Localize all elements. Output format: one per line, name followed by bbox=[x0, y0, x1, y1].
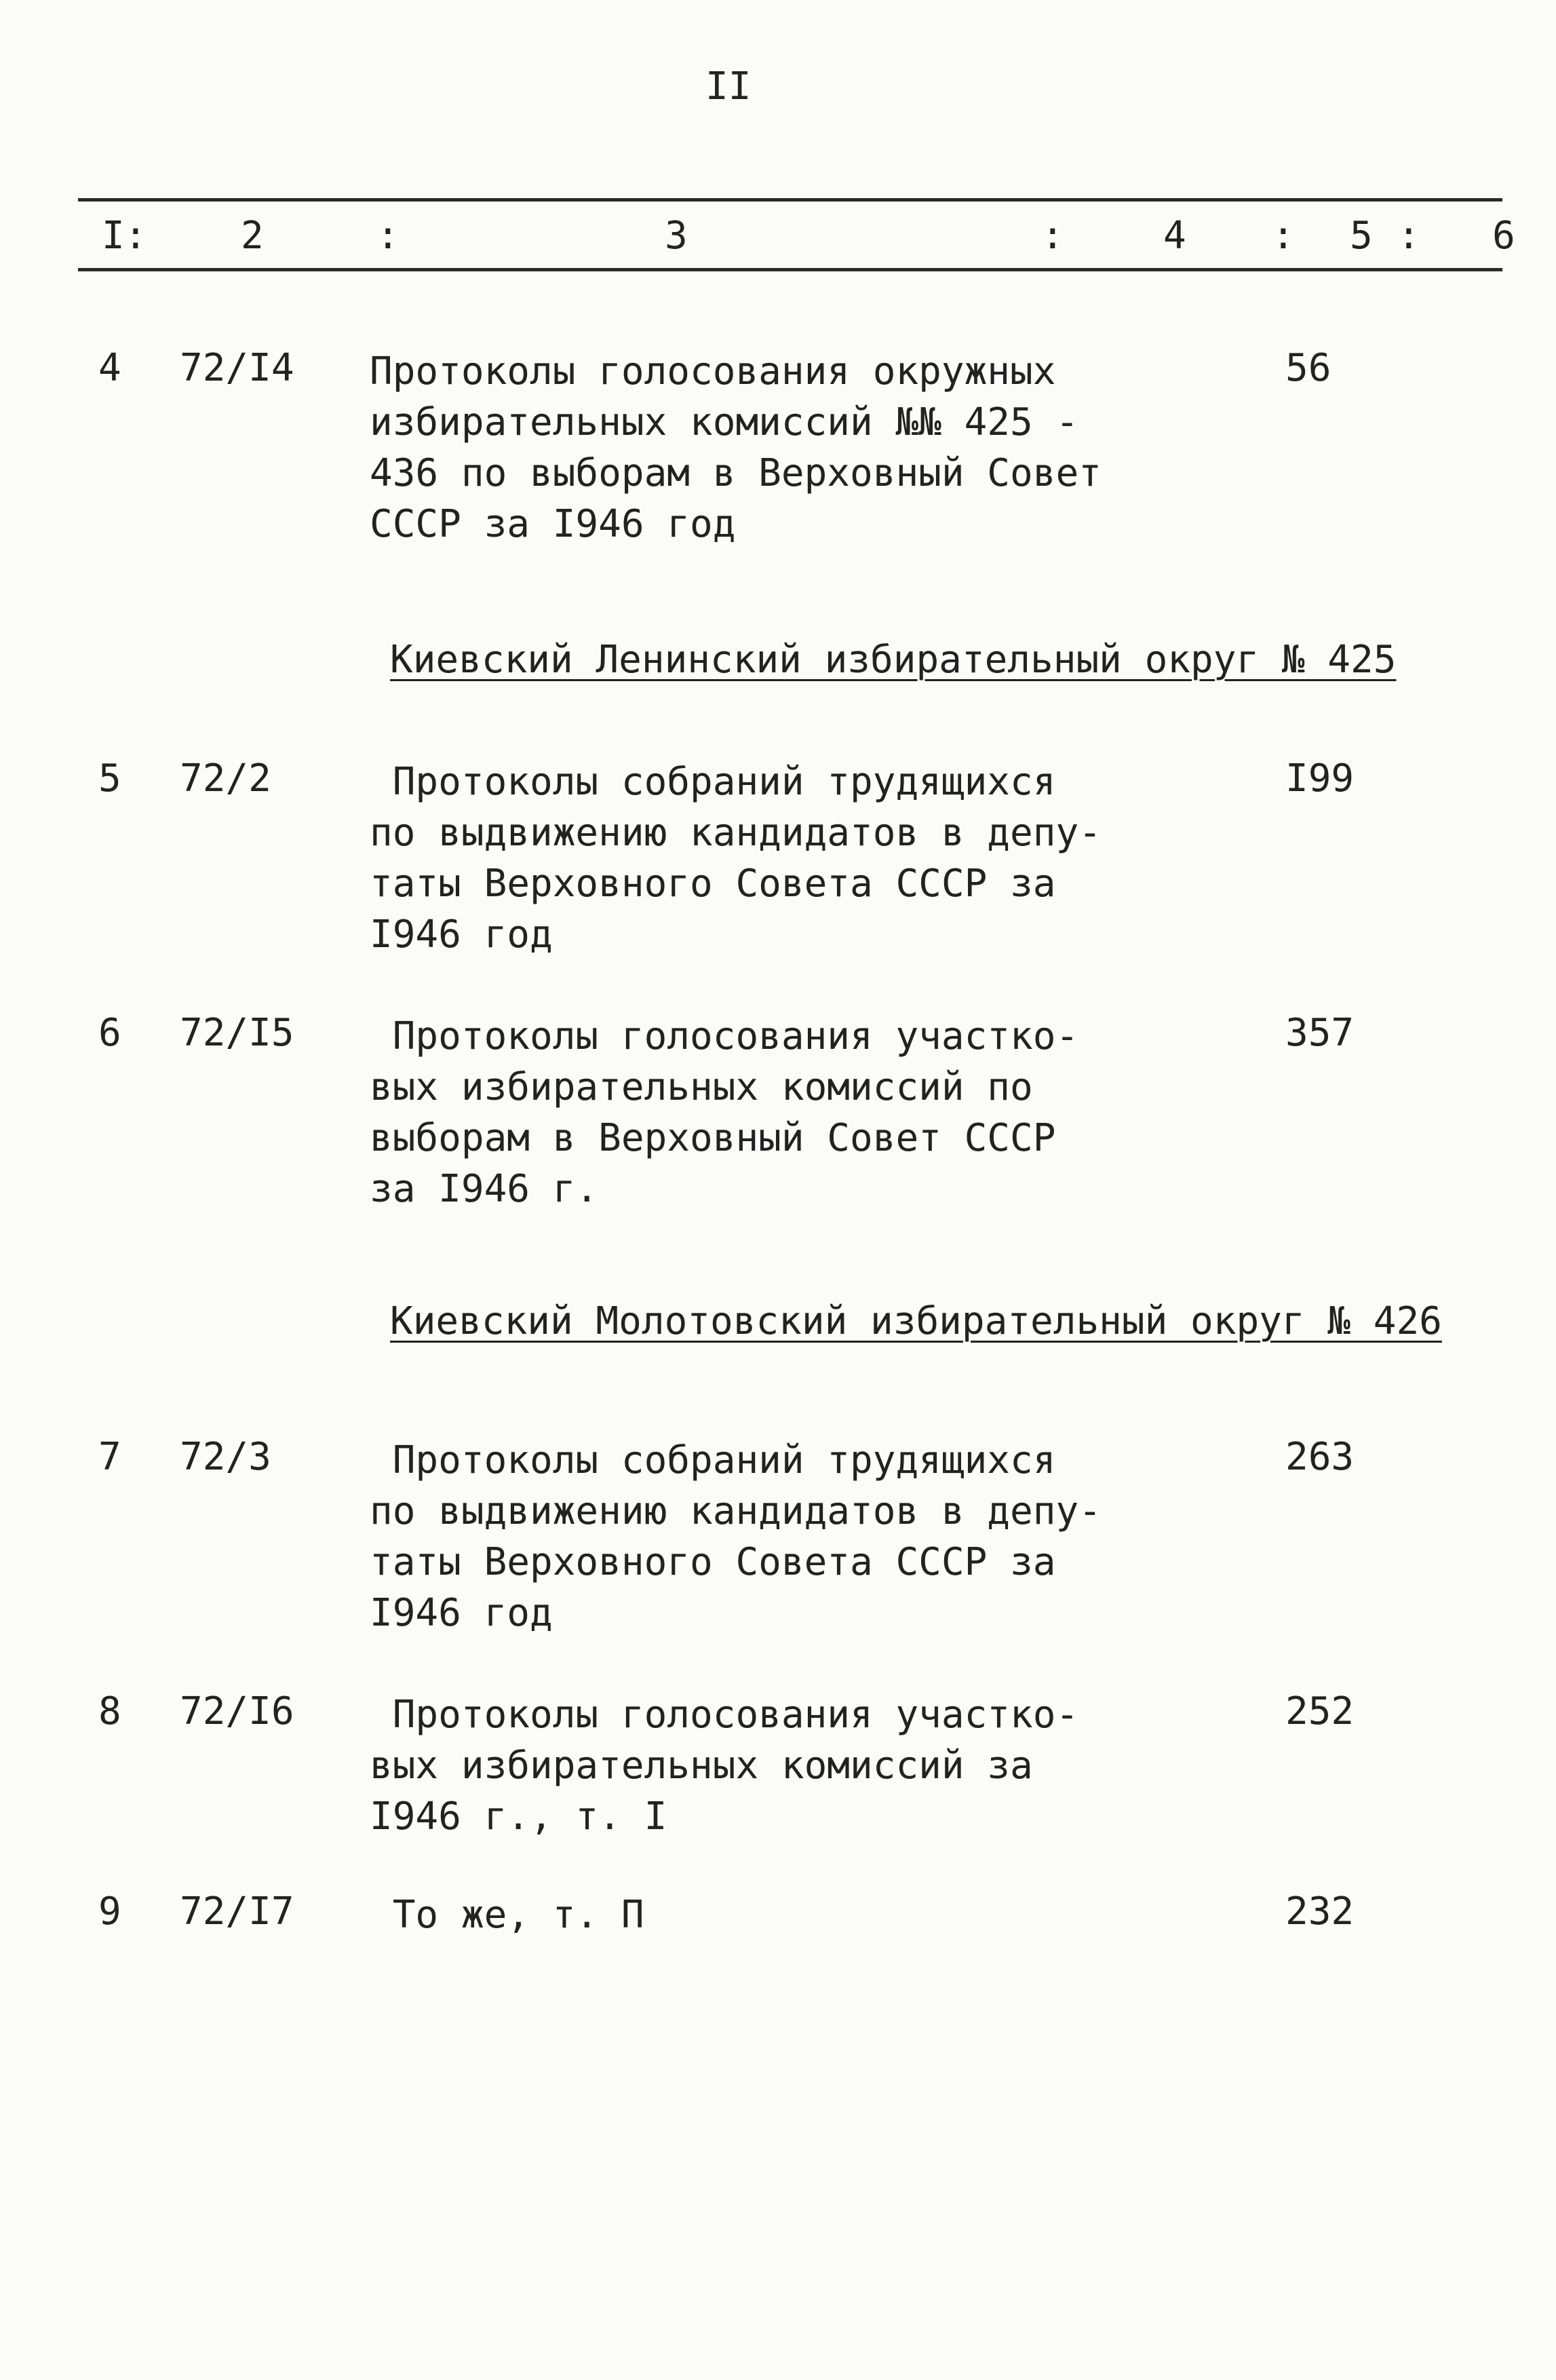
file-description: Протоколы голосования участко- вых избирательных комиссий по выборам в Верховный Совет СССР за I946 г. bbox=[370, 1014, 1079, 1211]
file-description: Протоколы собраний трудящихся по выдвижению кандидатов в депу- таты Верховного Совета СССР за I946 год bbox=[370, 760, 1102, 957]
file-code: 72/I7 bbox=[180, 1889, 294, 1934]
section-heading: Киевский Ленинский избирательный округ № 425 bbox=[390, 638, 1397, 682]
file-description: Протоколы голосования участко- вых избирательных комиссий за I946 г., т. I bbox=[370, 1693, 1079, 1839]
row-number: 5 bbox=[98, 756, 121, 801]
row-number: 6 bbox=[98, 1011, 121, 1055]
sheet-count: 357 bbox=[1285, 1011, 1355, 1055]
column-separator: : bbox=[1272, 214, 1295, 258]
file-code: 72/I5 bbox=[180, 1011, 294, 1055]
file-description: То же, т. П bbox=[370, 1893, 644, 1937]
header-bottom-rule bbox=[78, 268, 1502, 271]
page-number: II bbox=[705, 64, 752, 109]
row-number: 8 bbox=[98, 1689, 121, 1733]
sheet-count: I99 bbox=[1285, 756, 1355, 801]
file-description: Протоколы голосования окружных избирательных комиссий №№ 425 - 436 по выборам в Верховный Совет СССР за I946 год bbox=[370, 349, 1102, 546]
section-heading: Киевский Молотовский избирательный округ № 426 bbox=[390, 1299, 1442, 1343]
column-header-2: 2 bbox=[241, 214, 264, 258]
row-number: 9 bbox=[98, 1889, 121, 1934]
column-header-1: I bbox=[102, 214, 125, 258]
file-code: 72/2 bbox=[180, 756, 271, 801]
file-description: Протоколы собраний трудящихся по выдвижению кандидатов в депу- таты Верховного Совета СССР за I946 год bbox=[370, 1438, 1102, 1635]
column-header-6: 6 bbox=[1492, 214, 1515, 258]
sheet-count: 56 bbox=[1285, 346, 1331, 390]
file-code: 72/3 bbox=[180, 1435, 271, 1479]
sheet-count: 252 bbox=[1285, 1689, 1355, 1733]
column-header-3: 3 bbox=[665, 214, 688, 258]
column-separator: : bbox=[1397, 214, 1420, 258]
row-number: 7 bbox=[98, 1435, 121, 1479]
column-separator: : bbox=[376, 214, 400, 258]
column-header-4: 4 bbox=[1163, 214, 1186, 258]
column-header-5: 5 bbox=[1350, 214, 1373, 258]
sheet-count: 263 bbox=[1285, 1435, 1355, 1479]
column-separator: : bbox=[1041, 214, 1064, 258]
sheet-count: 232 bbox=[1285, 1889, 1355, 1934]
row-number: 4 bbox=[98, 346, 121, 390]
file-code: 72/I6 bbox=[180, 1689, 294, 1733]
header-top-rule bbox=[78, 198, 1502, 201]
column-separator: : bbox=[124, 214, 147, 258]
file-code: 72/I4 bbox=[180, 346, 294, 390]
